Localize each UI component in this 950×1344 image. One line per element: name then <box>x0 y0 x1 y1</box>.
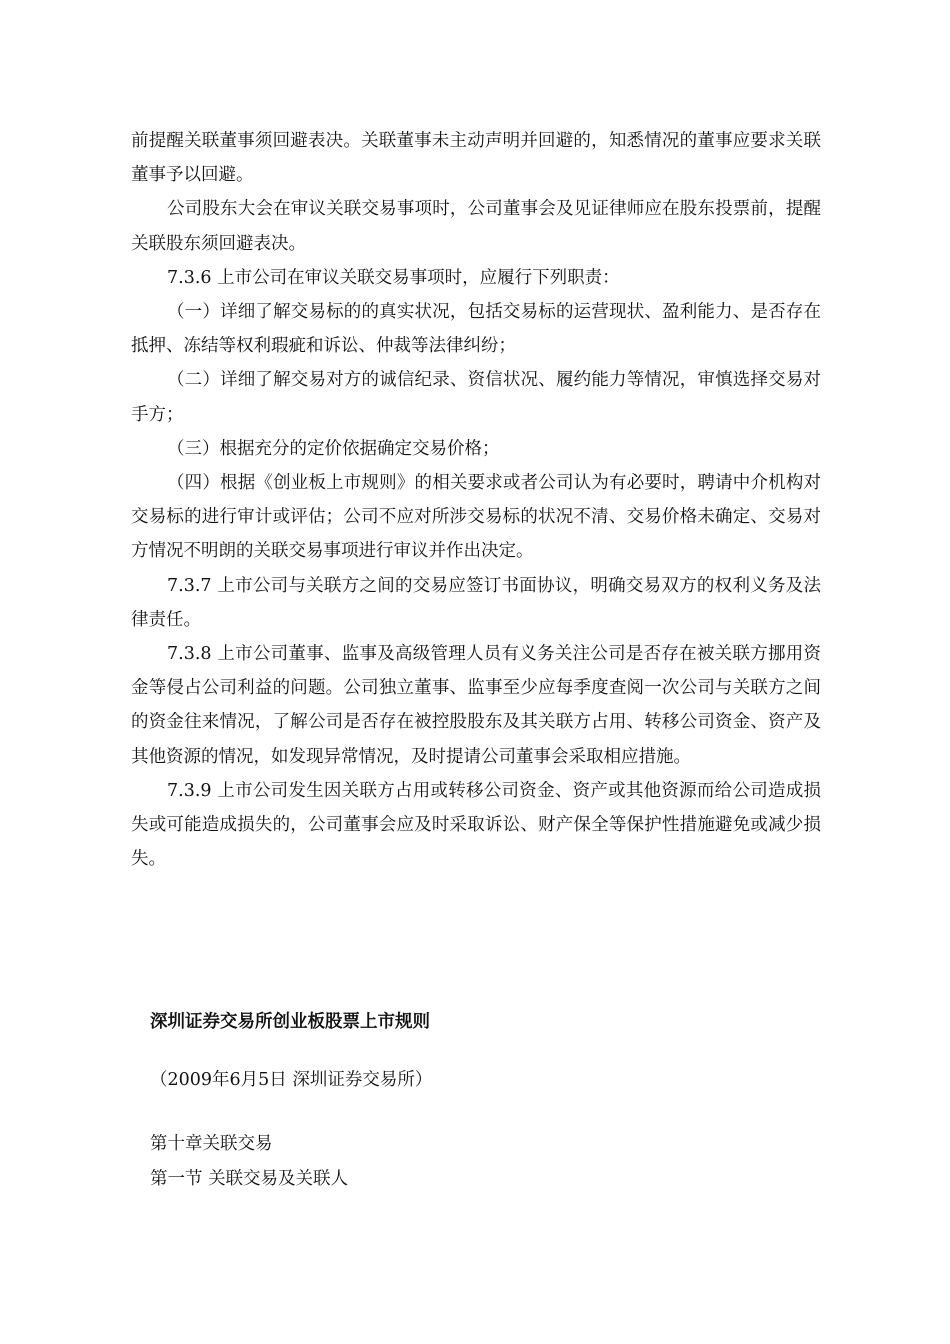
section-heading: 第一节 关联交易及关联人 <box>150 1169 349 1189</box>
document-title: 深圳证券交易所创业板股票上市规则 <box>150 1012 430 1032</box>
list-item-3: （三）根据充分的定价依据确定交易价格； <box>167 438 500 459</box>
document-source: （2009年6月5日 深圳证券交易所） <box>150 1070 433 1090</box>
chapter-heading: 第十章关联交易 <box>150 1134 273 1154</box>
clause-7-3-7: 7.3.7 上市公司与关联方之间的交易应签订书面协议，明确交易双方的权利义务及法律责任。 <box>131 575 821 630</box>
body-text <box>131 124 821 876</box>
list-item-1: （一）详细了解交易标的的真实状况，包括交易标的运营现状、盈利能力、是否存在抵押、冻结等权利瑕疵和诉讼、仲裁等法律纠纷； <box>131 302 821 357</box>
clause-7-3-6: 7.3.6 上市公司在审议关联交易事项时，应履行下列职责： <box>167 267 620 288</box>
list-item-4: （四）根据《创业板上市规则》的相关要求或者公司认为有必要时，聘请中介机构对交易标的进行审计或评估；公司不应对所涉交易标的状况不清、交易价格未确定、交易对方情况不明朗的关联交易事项进行审议并作出决定。 <box>131 473 821 562</box>
clause-7-3-9: 7.3.9 上市公司发生因关联方占用或转移公司资金、资产或其他资源而给公司造成损失或可能造成损失的，公司董事会应及时采取诉讼、财产保全等保护性措施避免或减少损失。 <box>131 780 821 870</box>
paragraph-continuation: 前提醒关联董事须回避表决。关联董事未主动声明并回避的，知悉情况的董事应要求关联董事予以回避。 <box>131 131 821 186</box>
paragraph-shareholder-meeting: 公司股东大会在审议关联交易事项时，公司董事会及见证律师应在股东投票前，提醒关联股东须回避表决。 <box>131 199 821 254</box>
clause-7-3-8: 7.3.8 上市公司董事、监事及高级管理人员有义务关注公司是否存在被关联方挪用资金等侵占公司利益的问题。公司独立董事、监事至少应每季度查阅一次公司与关联方之间的资金往来情况，了解公司是否存在被控股股东及其关联方占用、转移公司资金、资产及其他资源的情况，如发现异常情况，及时提请公司董事会采取相应措施。 <box>131 644 821 767</box>
list-item-2: （二）详细了解交易对方的诚信纪录、资信状况、履约能力等情况，审慎选择交易对手方； <box>131 370 821 425</box>
